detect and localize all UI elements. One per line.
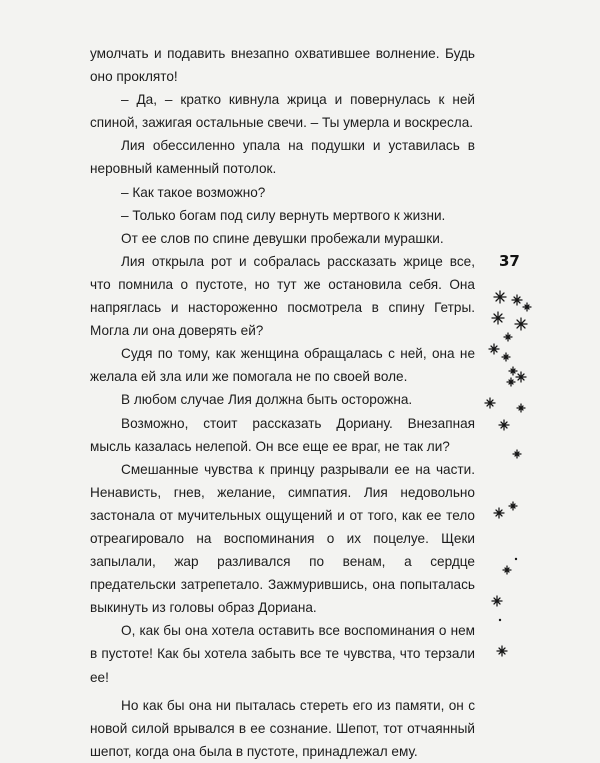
page-number: 37	[499, 252, 520, 270]
paragraph-8: Судя по тому, как женщина обращалась с ней, она не желала ей зла или же помогала не по своей воле.	[90, 346, 475, 385]
paragraph-9: В любом случае Лия должна быть осторожна.	[121, 392, 413, 408]
paragraph-6: От ее слов по спине девушки пробежали мурашки.	[121, 230, 444, 246]
paragraph-7: Лия открыла рот и собралась рассказать жрице все, что помнила о пустоте, но тут же остановила себя. Она напряглась и настороженно посмотрела в спину Гетры. Могла ли она доверять ей?	[90, 253, 475, 339]
paragraph-11: Смешанные чувства к принцу разрывали ее на части. Ненависть, гнев, желание, симпатия. Лия недовольно застонала от мучительных ощущений и от того, как ее тело отреагировало на воспоминания о их поцелуе. Щеки запылали, жар разливался по венам, а сердце предательски затрепетало. Зажмурившись, она попыталась выкинуть из головы образ Дориана.	[90, 461, 475, 616]
paragraph-5: – Только богам под силу вернуть мертвого к жизни.	[121, 207, 446, 223]
paragraph-1: умолчать и подавить внезапно охватившее волнение. Будь оно проклято!	[90, 46, 475, 85]
paragraph-12: О, как бы она хотела оставить все воспоминания о нем в пустоте! Как бы хотела забыть все те чувства, что терзали ее!	[90, 623, 475, 685]
paragraph-4: – Как такое возможно?	[121, 184, 266, 200]
paragraph-13: Но как бы она ни пыталась стереть его из памяти, он с новой силой врывался в ее сознание. Шепот, тот отчаянный шепот, когда она была в пустоте, принадлежал ему.	[90, 697, 475, 759]
paragraph-10: Возможно, стоит рассказать Дориану. Внезапная мысль казалась нелепой. Он все еще ее враг, не так ли?	[90, 415, 475, 454]
body-text	[90, 42, 475, 763]
paragraph-2: – Да, – кратко кивнула жрица и повернулась к ней спиной, зажигая остальные свечи. – Ты умерла и воскресла.	[90, 92, 475, 131]
star-trail-decoration	[470, 270, 580, 690]
star-icon	[485, 291, 531, 656]
paragraph-3: Лия обессиленно упала на подушки и уставилась в неровный каменный потолок.	[90, 138, 475, 177]
